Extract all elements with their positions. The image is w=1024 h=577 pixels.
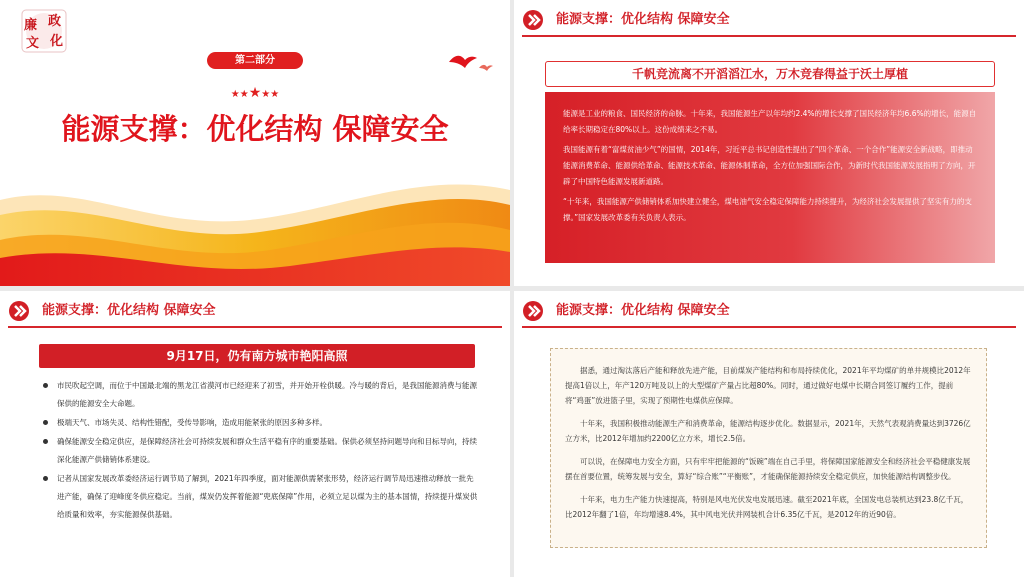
list-item xyxy=(40,433,480,469)
list-item xyxy=(40,470,480,524)
paragraph: 能源是工业的粮食、国民经济的命脉。十年来，我国能源生产以年均约2.4%的增长支撑了国民经济年均6.6%的增长，能源自给率长期稳定在80%以上。这份成绩来之不易。 xyxy=(563,109,977,134)
paragraph: 十年来，电力生产能力快速提高，特别是风电光伏发电发展迅速。截至2021年底，全国发电总装机达到23.8亿千瓦，比2012年翻了1倍，年均增速8.4%，其中风电光伏并网装机合计6.35亿千瓦，是2012年的近90倍。 xyxy=(565,495,969,519)
header-divider xyxy=(8,326,502,328)
logo-char: 政 xyxy=(48,14,62,29)
star-icon: ★★ xyxy=(261,89,280,100)
logo-char: 廉 xyxy=(24,18,38,33)
paragraph: 十年来，我国积极推动能源生产和消费革命，能源结构逐步优化。数据显示，2021年，天然气表观消费量达到3726亿立方米，比2012年增加约2200亿立方米，增长2.5倍。 xyxy=(565,419,971,443)
stars-decoration xyxy=(214,85,296,101)
paragraph: 可以说，在保障电力安全方面，只有牢牢把能源的“饭碗”端在自己手里，将保障国家能源安全和经济社会平稳健康发展摆在首要位置，统筹发展与安全，算好“综合账”“平衡账”，才能确保能源持续安全稳定供应，加快能源结构调整步伐。 xyxy=(565,457,971,481)
quote-banner: 千帆竞流离不开滔滔江水，万木竞春得益于沃土厚植 xyxy=(545,61,995,87)
list-item-text: 极端天气、市场失灵、结构性错配，受传导影响，造成用能紧张的原因多种多样。 xyxy=(57,418,327,427)
bullet-icon xyxy=(43,383,48,388)
list-item-text: 市民吹起空调，而位于中国最北端的黑龙江省漠河市已经迎来了初雪，并开始开栓供暖。冷与暖的背后，是我国能源消费与能源保供的能源安全大命题。 xyxy=(57,381,477,408)
list-item xyxy=(40,414,480,432)
content-box xyxy=(550,348,987,548)
bullet-icon xyxy=(43,439,48,444)
ribbon-wave-decoration xyxy=(0,170,510,286)
list-item-text: 确保能源安全稳定供应，是保障经济社会可持续发展和群众生活平稳有序的重要基础。保供必须坚持问题导向和目标导向，持续深化能源产供储销体系建设。 xyxy=(57,437,477,464)
cover-title: 能源支撑：优化结构 保障安全 xyxy=(61,112,449,146)
doves-icon xyxy=(445,48,495,82)
slide-header-title: 能源支撑：优化结构 保障安全 xyxy=(42,303,216,318)
chevron-arrows-icon xyxy=(522,9,552,31)
slide-energy-supply[interactable] xyxy=(0,291,510,577)
content-box xyxy=(545,92,995,263)
paragraph: 据悉，通过淘汰落后产能和释放先进产能，目前煤炭产能结构和布局持续优化，2021年平均煤矿的单井规模比2012年提高1倍以上，年产120万吨及以上的大型煤矿产量占比超80%。同时，通过做好电煤中长期合同签订履约工作，提前将“鸡蛋”放进篮子里，实现了预期性电煤供应保障。 xyxy=(565,366,971,405)
header-divider xyxy=(522,326,1016,328)
bullet-list xyxy=(40,377,480,525)
logo-char: 化 xyxy=(50,34,64,49)
slide-energy-structure[interactable] xyxy=(514,291,1024,577)
slide-cover[interactable] xyxy=(0,0,510,286)
list-item xyxy=(40,377,480,413)
paragraph: “十年来，我国能源产供储销体系加快建立健全，煤电油气安全稳定保障能力持续提升，为经济社会发展提供了坚实有力的支撑。”国家发展改革委有关负责人表示。 xyxy=(563,197,972,222)
star-icon: ★★ xyxy=(230,89,249,100)
chevron-arrows-icon xyxy=(8,300,38,322)
bullet-icon xyxy=(43,420,48,425)
logo-char: 文 xyxy=(26,36,40,51)
header-divider xyxy=(522,35,1016,37)
list-item-text: 记者从国家发展改革委经济运行调节局了解到，2021年四季度，面对能源供需紧张形势，经济运行调节局迅速推动释放一批先进产能，确保了迎峰度冬供应稳定。当前，煤炭仍发挥着能源“兜底保障”作用，必须立足以煤为主的基本国情，持续提升煤炭供给质量和效率，夯实能源保供基础。 xyxy=(57,474,478,519)
slide-header-title: 能源支撑：优化结构 保障安全 xyxy=(556,303,730,318)
date-banner: 9月17日，仍有南方城市艳阳高照 xyxy=(39,344,475,368)
slide-header-title: 能源支撑：优化结构 保障安全 xyxy=(556,12,730,27)
section-label: 第二部分 xyxy=(207,52,303,69)
chevron-arrows-icon xyxy=(522,300,552,322)
star-icon: ★ xyxy=(248,85,262,101)
bullet-icon xyxy=(43,476,48,481)
anti-corruption-culture-logo xyxy=(20,8,68,54)
slide-energy-intro[interactable] xyxy=(514,0,1024,286)
paragraph: 我国能源有着“富煤贫油少气”的国情，2014年，习近平总书记创造性提出了“四个革命、一个合作”能源安全新战略，即推动能源消费革命、能源供给革命、能源技术革命、能源体制革命，全方位加强国际合作，为新时代我国能源发展指明了方向，开辟了中国特色能源发展新道路。 xyxy=(563,145,976,186)
